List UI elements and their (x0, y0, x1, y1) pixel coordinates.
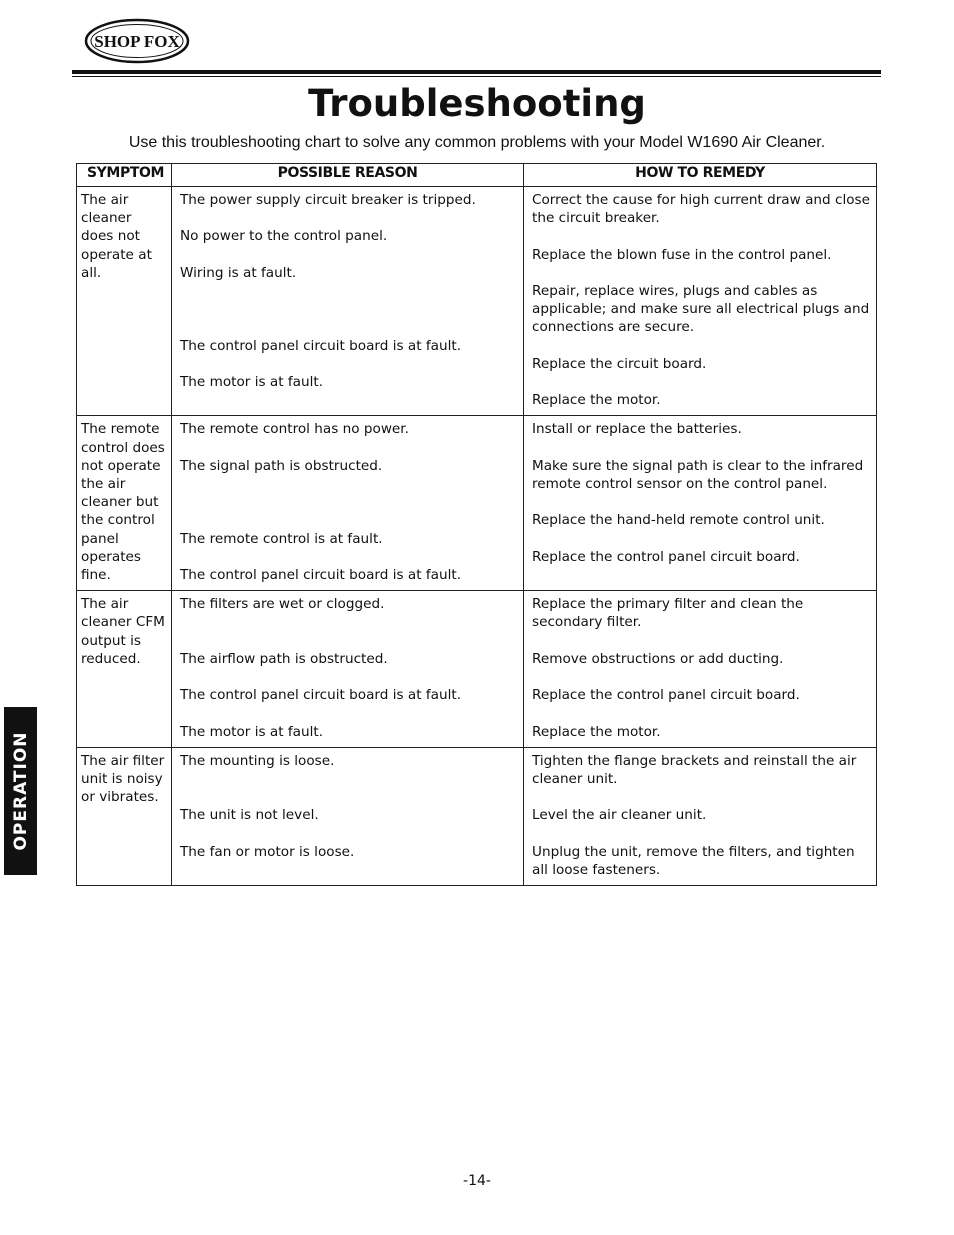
symptom-cell: The air filter unit is noisy or vibrates. (77, 747, 172, 885)
page-title: Troubleshooting (308, 82, 646, 125)
symptom-cell: The remote control does not operate the air cleaner but the control panel operates fine. (77, 416, 172, 591)
reason-text: The control panel circuit board is at fault. (180, 337, 462, 354)
intro-text: Use this troubleshooting chart to solve any common problems with your Model W1690 Air Cleaner. (128, 134, 826, 151)
reason-cell (172, 416, 524, 591)
header-rule-thin (72, 76, 881, 77)
reason-text: The fan or motor is loose. (180, 843, 355, 860)
remedy-text: Replace the motor. (532, 723, 661, 740)
remedy-cell (524, 416, 877, 591)
reason-text: The power supply circuit breaker is tripped. (180, 192, 476, 208)
remedy-cell (524, 187, 877, 416)
remedy-text: Remove obstructions or add ducting. (532, 650, 784, 667)
remedy-text: Replace the hand-held remote control unit. (532, 512, 825, 529)
symptom-cell: The air cleaner CFM output is reduced. (77, 591, 172, 748)
reason-text: The unit is not level. (180, 807, 319, 824)
reason-text: The remote control has no power. (180, 421, 409, 438)
remedy-text: Level the air cleaner unit. (532, 807, 707, 824)
troubleshooting-table (76, 163, 877, 886)
reason-text: The signal path is obstructed. (180, 457, 383, 474)
symptom-cell: The air cleaner does not operate at all. (77, 187, 172, 416)
reason-text: The remote control is at fault. (180, 530, 383, 547)
header-rule (72, 70, 881, 74)
shop-fox-logo (84, 18, 190, 64)
header-possible-reason: POSSIBLE REASON (172, 164, 524, 187)
reason-text: The filters are wet or clogged. (180, 596, 385, 613)
reason-text: The airflow path is obstructed. (180, 650, 388, 667)
section-tab (4, 707, 37, 875)
reason-text: The motor is at fault. (180, 723, 324, 740)
remedy-text: Replace the control panel circuit board. (532, 548, 800, 565)
table-row (77, 416, 877, 591)
remedy-cell (524, 747, 877, 885)
table-header-row (77, 164, 877, 187)
remedy-text: Replace the blown fuse in the control panel. (532, 246, 832, 263)
reason-text: The control panel circuit board is at fault. (180, 566, 462, 583)
remedy-cell (524, 591, 877, 748)
remedy-text: Replace the control panel circuit board. (532, 687, 800, 704)
logo-text: SHOP FOX (94, 32, 180, 51)
remedy-text: Unplug the unit, remove the filters, and tighten all loose fasteners. (532, 843, 855, 878)
reason-text: The motor is at fault. (180, 373, 324, 390)
remedy-text: Install or replace the batteries. (532, 421, 742, 438)
remedy-text: Repair, replace wires, plugs and cables as applicable; and make sure all electrical plugs and connections are secure. (532, 282, 870, 336)
table-row (77, 591, 877, 748)
reason-text: No power to the control panel. (180, 228, 388, 245)
reason-text: Wiring is at fault. (180, 264, 297, 281)
reason-cell (172, 591, 524, 748)
header-how-to-remedy: HOW TO REMEDY (524, 164, 877, 187)
header-symptom: SYMPTOM (77, 164, 172, 187)
remedy-text: Make sure the signal path is clear to the infrared remote control sensor on the control panel. (532, 457, 864, 492)
reason-cell (172, 747, 524, 885)
page-number: -14- (463, 1173, 491, 1189)
section-tab-label: OPERATION (10, 731, 31, 851)
remedy-text: Replace the circuit board. (532, 355, 707, 372)
reason-cell (172, 187, 524, 416)
remedy-text: Correct the cause for high current draw and close the circuit breaker. (532, 192, 870, 227)
reason-text: The mounting is loose. (180, 752, 335, 769)
remedy-text: Tighten the flange brackets and reinstall the air cleaner unit. (532, 752, 857, 787)
table-row (77, 187, 877, 416)
table-row (77, 747, 877, 885)
remedy-text: Replace the motor. (532, 392, 661, 409)
reason-text: The control panel circuit board is at fault. (180, 687, 462, 704)
remedy-text: Replace the primary filter and clean the secondary filter. (532, 596, 804, 631)
